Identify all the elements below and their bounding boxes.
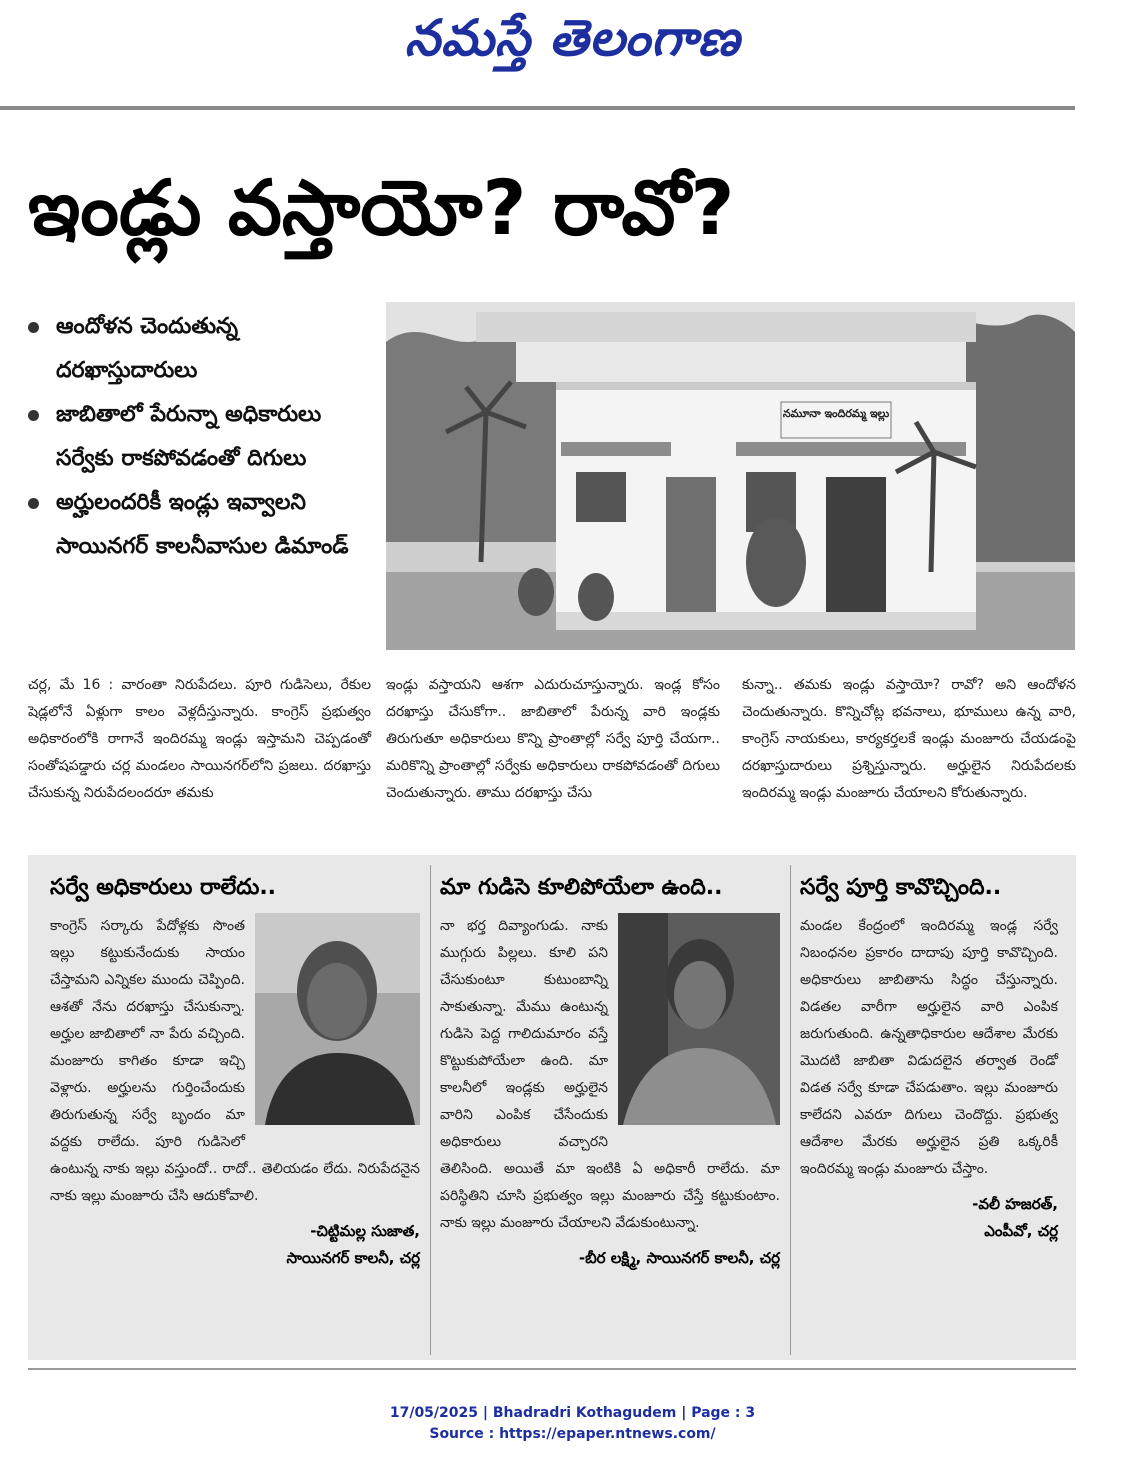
quote-signature-place: సాయినగర్ కాలనీ, చర్ల xyxy=(286,1249,420,1267)
bullet-list xyxy=(28,305,373,569)
quote-text: మండల కేంద్రంలో ఇందిరమ్మ ఇండ్ల సర్వే నిబంధనల ప్రకారం దాదాపు పూర్తి కావొచ్చింది. అధికారులు జాబితాను సిద్ధం చేస్తున్నారు. విడతల వారీగా అర్హులైన వారి ఎంపిక జరుగుతుంది. ఉన్నతాధికారుల ఆదేశాల మేరకు మొదటి జాబితా విడుదలైన తర్వాత రెండో విడత సర్వే కూడా చేపడుతాం. ఇల్లు మంజూరు కాలేదని ఎవరూ దిగులు చెందొద్దు. ప్రభుత్వ ఆదేశాల మేరకు అర్హులైన ప్రతి ఒక్కరికీ ఇందిరమ్మ ఇండ్లు మంజూరు చేస్తాం. xyxy=(800,918,1058,1177)
box-divider xyxy=(790,865,791,1355)
box-divider xyxy=(430,865,431,1355)
quote-title: సర్వే పూర్తి కావొచ్చింది.. xyxy=(800,875,1002,900)
article-column-2: ఇండ్లు వస్తాయని ఆశగా ఎదురుచూస్తున్నారు. ఇండ్ల కోసం దరఖాస్తు చేసుకోగా.. జాబితాలో పేరున్న వారి ఇండ్లకు తిరుగుతూ అధికారులు కొన్ని ప్రాంతాల్లో సర్వే పూర్తి చేయగా.. మరికొన్ని ప్రాంతాల్లో సర్వేకు అధికారులు రాకపోవడంతో దిగులు చెందుతున్నారు. తాము దరఖాస్తు చేసు xyxy=(386,677,720,801)
quote-box-sujatha xyxy=(50,855,420,1360)
quote-box-hazarath xyxy=(800,855,1058,1360)
portrait-photo xyxy=(618,913,780,1125)
bullet-text: అర్హులందరికీ ఇండ్లు ఇవ్వాలని సాయినగర్ కాలనీవాసుల డిమాండ్ xyxy=(56,490,349,559)
bullet-dot-icon xyxy=(28,498,39,509)
masthead xyxy=(0,0,1145,80)
page-footer xyxy=(0,1403,1145,1445)
bullet-text: జాబితాలో పేరున్నా అధికారులు సర్వేకు రాకపోవడంతో దిగులు xyxy=(56,402,322,471)
newspaper-logo: నమస్తే తెలంగాణ xyxy=(404,8,741,67)
quote-boxes xyxy=(28,855,1076,1360)
person-portrait-icon xyxy=(255,913,420,1125)
quote-title: సర్వే అధికారులు రాలేదు.. xyxy=(50,875,277,900)
house-illustration xyxy=(386,302,1075,650)
quote-signature-name: -వలీ హజరత్, xyxy=(972,1195,1058,1213)
footer-edition-info: 17/05/2025 | Bhadradri Kothagudem | Page : 3 xyxy=(389,1405,756,1421)
quote-text: కాంగ్రెస్ సర్కారు పేదోళ్లకు సొంత ఇల్లు కట్టుకునేందుకు సాయం చేస్తామని ఎన్నికల ముందు చెప్పింది. ఆశతో నేను దరఖాస్తు చేసుకున్నా. అర్హుల జాబితాలో నా పేరు వచ్చింది. మంజూరు కాగితం కూడా ఇచ్చి వెళ్లారు. అర్హులను గుర్తించేందుకు తిరుగుతున్న సర్వే బృందం మా వద్దకు రాలేదు. పూరి గుడిసెలో ఉంటున్న నాకు ఇల్లు వస్తుందో.. రాదో.. తెలియడం లేదు. నిరుపేదనైన నాకు ఇల్లు మంజూరు చేసి ఆదుకోవాలి. xyxy=(50,918,420,1204)
footer-rule xyxy=(28,1368,1076,1370)
quote-signature-place: ఎంపీవో, చర్ల xyxy=(984,1222,1058,1240)
masthead-rule xyxy=(0,106,1075,110)
bullet-item xyxy=(28,305,373,393)
quote-title: మా గుడిసె కూలిపోయేలా ఉంది.. xyxy=(440,875,723,900)
person-portrait-icon xyxy=(618,913,780,1125)
headline: ఇండ్లు వస్తాయో? రావో? xyxy=(28,163,735,252)
portrait-photo xyxy=(255,913,420,1125)
bullet-text: ఆందోళన చెందుతున్న దరఖాస్తుదారులు xyxy=(56,314,239,383)
quote-box-lakshmi xyxy=(440,855,780,1360)
quote-signature-name: -చిట్టిమల్ల సుజాత, xyxy=(310,1222,420,1240)
quote-text: నా భర్త దివ్యాంగుడు. నాకు ముగ్గురు పిల్లలు. కూలి పని చేసుకుంటూ కుటుంబాన్ని సాకుతున్నా. మేము ఉంటున్న గుడిసె పెద్ద గాలిదుమారం వస్తే కొట్టుకుపోయేలా ఉంది. మా కాలనీలో ఇండ్లకు అర్హులైన వారిని ఎంపిక చేసేందుకు అధికారులు వచ్చారని తెలిసింది. అయితే మా ఇంటికి ఏ అధికారీ రాలేదు. మా పరిస్థితిని చూసి ప్రభుత్వం ఇల్లు మంజూరు చేస్తే కట్టుకుంటాం. నాకు ఇల్లు మంజూరు చేయాలని వేడుకుంటున్నా. xyxy=(440,918,780,1231)
bullet-item xyxy=(28,481,373,569)
house-sign-text: నమూనా ఇందిరమ్మ ఇల్లు xyxy=(782,407,890,420)
quote-signature-name: -బీర లక్ష్మి, సాయినగర్ కాలనీ, చర్ల xyxy=(578,1249,780,1267)
article-column-3: కున్నా.. తమకు ఇండ్లు వస్తాయో? రావో? అని ఆందోళన చెందుతున్నారు. కొన్నిచోట్ల భవనాలు, భూములు ఉన్న వారి, కాంగ్రెస్ నాయకులు, కార్యకర్తలకే ఇండ్లు మంజూరు చేయడంపై దరఖాస్తుదారులు ప్రశ్నిస్తున్నారు. అర్హులైన నిరుపేదలకు ఇందిరమ్మ ఇండ్లు మంజూరు చేయాలని కోరుతున్నారు. xyxy=(742,677,1076,801)
bullet-dot-icon xyxy=(28,410,39,421)
bullet-dot-icon xyxy=(28,322,39,333)
footer-source-link[interactable]: Source : https://epaper.ntnews.com/ xyxy=(429,1426,716,1442)
bullet-item xyxy=(28,393,373,481)
house-photo xyxy=(386,302,1075,650)
article-column-1: చర్ల, మే 16 : వారంతా నిరుపేదలు. పూరి గుడిసెలు, రేకుల షెడ్లలోనే ఏళ్లుగా కాలం వెళ్లదీస్తున్నారు. కాంగ్రెస్ ప్రభుత్వం అధికారంలోకి రాగానే ఇందిరమ్మ ఇండ్లు ఇస్తామని చెప్పడంతో సంతోషపడ్డారు చర్ల మండలం సాయినగర్‌లోని ప్రజలు. దరఖాస్తు చేసుకున్న నిరుపేదలందరూ తమకు xyxy=(28,677,371,801)
